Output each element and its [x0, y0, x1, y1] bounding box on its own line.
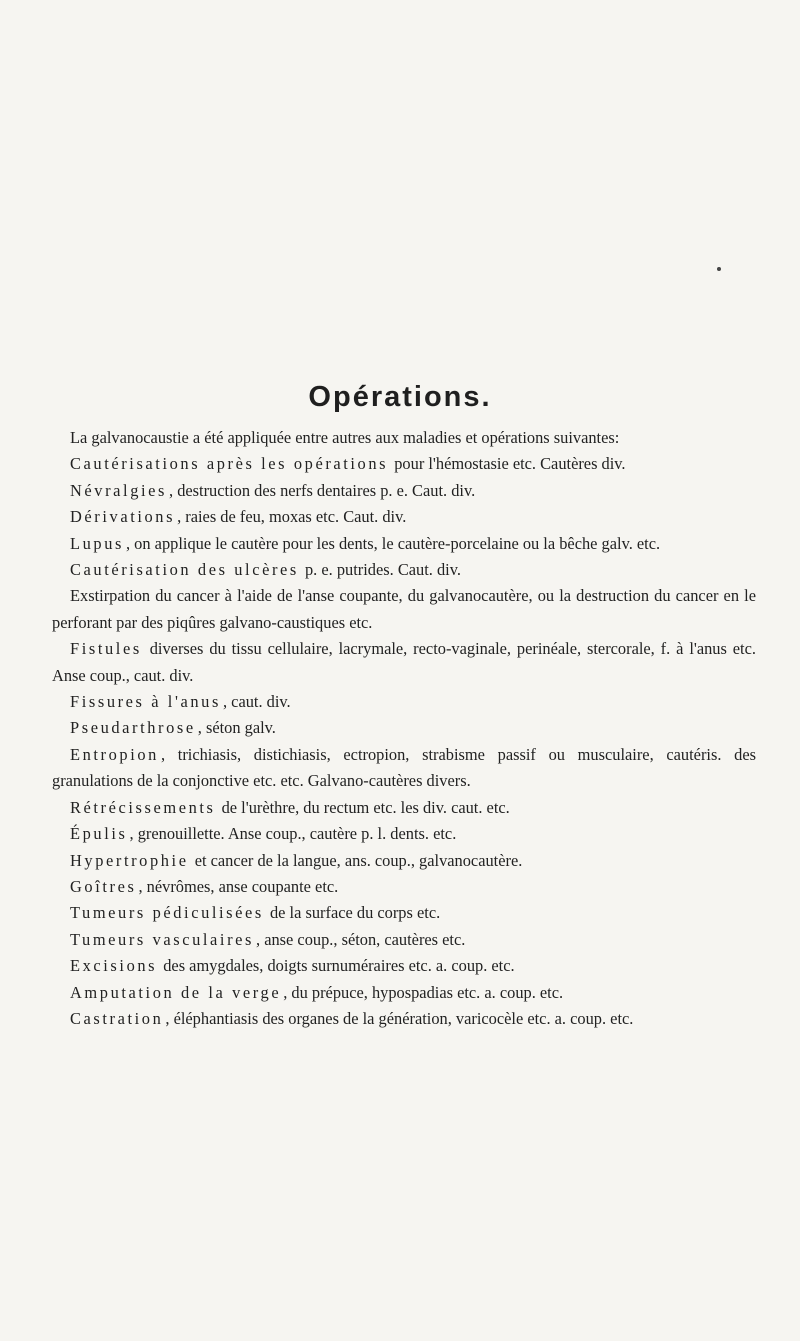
- paragraph: [52, 900, 756, 926]
- paragraph-lead: Entropion: [70, 744, 159, 764]
- paragraph-text: de l'urèthre, du rectum etc. les div. caut. etc.: [217, 797, 510, 817]
- paragraph-lead: Amputation de la verge: [70, 982, 282, 1002]
- paragraph-text: , trichiasis, distichiasis, ectropion, strabisme passif ou musculaire, cautéris. des granulations de la conjonctive etc. etc. Galvano-cautères divers.: [52, 744, 756, 791]
- body-text: [52, 425, 756, 1032]
- paragraph: [52, 478, 756, 504]
- paragraph: [52, 451, 756, 477]
- paragraph-text: , névrômes, anse coupante etc.: [138, 876, 339, 896]
- paragraph-lead: Cautérisations après les opérations: [70, 454, 389, 474]
- page-title: Opérations.: [308, 381, 492, 414]
- paragraph-lead: Pseudarthrose: [70, 718, 196, 738]
- paragraph-lead: Dérivations: [70, 507, 176, 527]
- paragraph-lead: Hypertrophie: [70, 850, 189, 870]
- paragraph-text: , séton galv.: [197, 718, 276, 738]
- paragraph-text: La galvanocaustie a été appliquée entre autres aux maladies et opérations suivantes:: [70, 428, 620, 447]
- paragraph-text: diverses du tissu cellulaire, lacrymale, recto-vaginale, perinéale, stercorale, f. à l'anus etc. Anse coup., caut. div.: [52, 639, 756, 685]
- paragraph: [52, 980, 756, 1006]
- paragraph-lead: Fissures à l'anus: [70, 692, 221, 712]
- paragraph-text: , éléphantiasis des organes de la génération, varicocèle etc. a. coup. etc.: [165, 1008, 634, 1028]
- paragraph-text: , destruction des nerfs dentaires p. e. Caut. div.: [169, 480, 476, 500]
- paragraph: [52, 927, 756, 953]
- paragraph-lead: Rétrécissements: [70, 797, 216, 817]
- paragraph: [52, 874, 756, 900]
- paragraph-text: , caut. div.: [222, 692, 291, 712]
- paragraph: [52, 795, 756, 821]
- paragraph-text: des amygdales, doigts surnuméraires etc. a. coup. etc.: [159, 956, 515, 976]
- paragraph-lead: Névralgies: [70, 480, 167, 500]
- paragraph-text: p. e. putrides. Caut. div.: [300, 560, 461, 580]
- paragraph-text: et cancer de la langue, ans. coup., galvanocautère.: [190, 850, 523, 870]
- paragraph-lead: Castration: [70, 1008, 164, 1028]
- paragraph: [52, 715, 756, 741]
- paragraph: [52, 583, 756, 636]
- ink-speck: [717, 267, 721, 271]
- paragraph: [52, 848, 756, 874]
- paragraph-lead: Lupus: [70, 533, 124, 553]
- paragraph-lead: Excisions: [70, 956, 158, 976]
- paragraph: [52, 742, 756, 795]
- paragraph-lead: Fistules: [70, 639, 142, 659]
- paragraph: [52, 636, 756, 689]
- paragraph: [52, 1006, 756, 1032]
- paragraph-text: , anse coup., séton, cautères etc.: [256, 929, 466, 949]
- paragraph-lead: Tumeurs pédiculisées: [70, 903, 264, 923]
- paragraph-lead: Cautérisation des ulcères: [70, 560, 299, 580]
- paragraph-text: , raies de feu, moxas etc. Caut. div.: [177, 507, 407, 527]
- paragraph-lead: Tumeurs vasculaires: [70, 929, 254, 949]
- paragraph: [52, 504, 756, 530]
- paragraph: [52, 953, 756, 979]
- paragraph-text: , grenouillette. Anse coup., cautère p. l. dents. etc.: [129, 824, 457, 844]
- paragraph: [52, 821, 756, 847]
- paragraph: [52, 531, 756, 557]
- paragraph-lead: Épulis: [70, 824, 128, 844]
- paragraph: [52, 689, 756, 715]
- paragraph-text: , on applique le cautère pour les dents, le cautère-porcelaine ou la bêche galv. etc.: [125, 533, 661, 553]
- paragraph: [52, 557, 756, 583]
- paragraph-lead: Goîtres: [70, 876, 137, 896]
- paragraph-text: de la surface du corps etc.: [265, 903, 441, 923]
- paragraph-text: , du prépuce, hypospadias etc. a. coup. etc.: [283, 982, 564, 1002]
- paragraph: [52, 425, 756, 451]
- paragraph-text: pour l'hémostasie etc. Cautères div.: [390, 454, 626, 474]
- paragraph-text: Exstirpation du cancer à l'aide de l'anse coupante, du galvanocautère, ou la destruction du cancer en le perforant par des piqûres galvano-caustiques etc.: [52, 586, 756, 632]
